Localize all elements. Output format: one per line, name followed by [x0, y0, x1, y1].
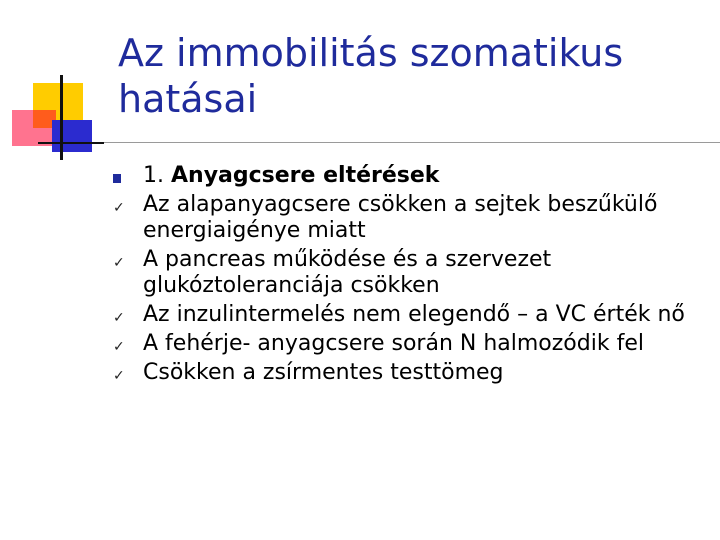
decor-red-square — [12, 110, 56, 146]
checkmark-icon: ✓ — [113, 255, 125, 271]
list-item-text: Az alapanyagcsere csökken a sejtek beszűkülő energiaigénye miatt — [143, 192, 658, 243]
list-item — [112, 189, 712, 244]
list-item — [112, 299, 712, 328]
list-item-text: Az inzulintermelés nem elegendő – a VC érték nő — [143, 302, 685, 327]
decor-vertical-line — [60, 75, 63, 160]
title-underline — [104, 142, 720, 143]
slide-title: Az immobilitás szomatikus hatásai — [118, 31, 624, 121]
list-item-text: A pancreas működése és a szervezet glukóztoleranciája csökken — [143, 247, 552, 298]
decor-blue-square — [52, 120, 92, 152]
list-item — [112, 244, 712, 299]
decor-horizontal-line-left — [38, 142, 104, 144]
checkmark-icon: ✓ — [113, 310, 125, 326]
heading-text — [143, 160, 439, 189]
checkmark-icon: ✓ — [113, 200, 125, 216]
bullet-list — [112, 160, 712, 386]
heading-number: 1. — [143, 163, 164, 188]
heading-bold: Anyagcsere eltérések — [171, 163, 440, 188]
square-bullet-icon — [113, 174, 121, 183]
checkmark-icon: ✓ — [113, 368, 125, 384]
list-item-text: Csökken a zsírmentes testtömeg — [143, 360, 504, 385]
list-item — [112, 328, 712, 357]
list-item-text: A fehérje- anyagcsere során N halmozódik fel — [143, 331, 644, 356]
list-item — [112, 357, 712, 386]
list-item-heading — [112, 160, 712, 189]
checkmark-icon: ✓ — [113, 339, 125, 355]
